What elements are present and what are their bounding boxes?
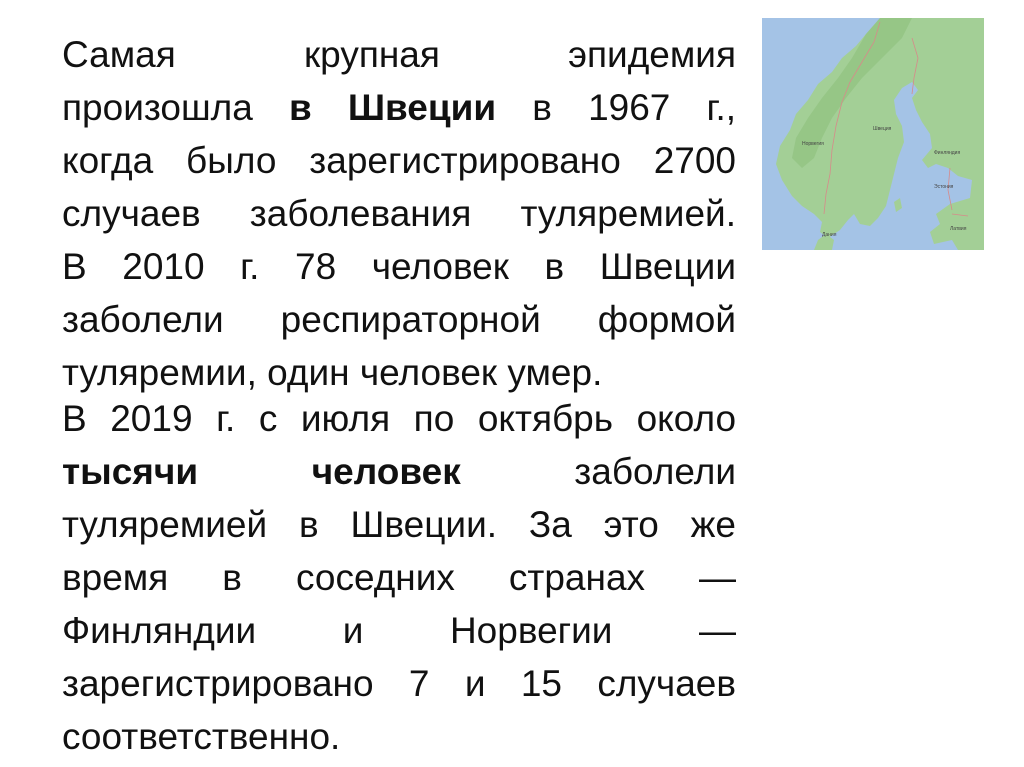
word: — [699,610,737,651]
word: г. [240,246,260,287]
word: В [62,398,87,439]
word: 2700 [653,140,736,181]
text-line [62,604,736,657]
label-denmark: Дания [822,232,837,238]
label-sweden: Швеция [873,126,892,132]
word: 7 [408,663,430,704]
word: по [413,398,455,439]
emphasis-sweden: в Швеции [288,87,497,128]
word: туляремией. [520,193,736,234]
word: когда [62,140,154,181]
word: же [690,504,736,545]
word: время [62,557,169,598]
emphasis-thousand-people: тысячи человек [62,451,461,492]
word: туляремии, один человек умер. [62,352,603,393]
word: Швеции. [350,504,498,545]
word: произошла [62,87,253,128]
word: октябрь [477,398,614,439]
paragraph-sweden-1967 [62,28,736,399]
word: 78 [295,246,337,287]
word: 15 [520,663,562,704]
word: Самая [62,34,176,75]
word: июля [300,398,391,439]
word: Швеции [599,246,737,287]
word: соответственно. [62,716,341,757]
word: заболели [62,299,224,340]
word: это [603,504,659,545]
word: около [636,398,737,439]
word: и [342,610,364,651]
word: респираторной [280,299,541,340]
word: было [186,140,277,181]
word: с [258,398,278,439]
word: За [528,504,572,545]
text-line [62,240,736,293]
word: формой [597,299,736,340]
scandinavia-map-graphic [762,18,984,250]
word: туляремией [62,504,268,545]
word: 2019 [110,398,193,439]
text-line [62,392,736,445]
paragraph-sweden-2019 [62,392,736,763]
word: 2010 [122,246,205,287]
word: странах [508,557,646,598]
word: и [464,663,486,704]
word: соседних [295,557,455,598]
word: В [62,246,87,287]
word: заболевания [249,193,472,234]
word: в [222,557,242,598]
word: крупная [303,34,440,75]
text-line [62,187,736,240]
word: в [532,87,552,128]
text-line [62,293,736,346]
word: человек [371,246,509,287]
text-line [62,498,736,551]
word: Финляндии [62,610,257,651]
word: зарегистрировано [309,140,621,181]
word: Норвегии [449,610,613,651]
label-latvia: Латвия [950,226,967,232]
label-estonia: Эстония [934,184,954,190]
word: — [699,557,737,598]
word: в [299,504,319,545]
word: случаев [62,193,201,234]
word: 1967 [588,87,671,128]
word: случаев [597,663,737,704]
word: зарегистрировано [62,663,374,704]
text-line [62,657,736,710]
text-line [62,81,736,134]
word: в [544,246,565,287]
word: заболели [574,451,736,492]
text-line [62,551,736,604]
word: г., [706,87,737,128]
scandinavia-map-image [762,18,984,250]
word: г. [216,398,236,439]
text-line [62,134,736,187]
label-norway: Норвегия [802,141,824,147]
text-line [62,28,736,81]
word: эпидемия [568,34,737,75]
text-line [62,710,736,763]
text-line [62,445,736,498]
label-finland: Финляндия [934,150,961,156]
